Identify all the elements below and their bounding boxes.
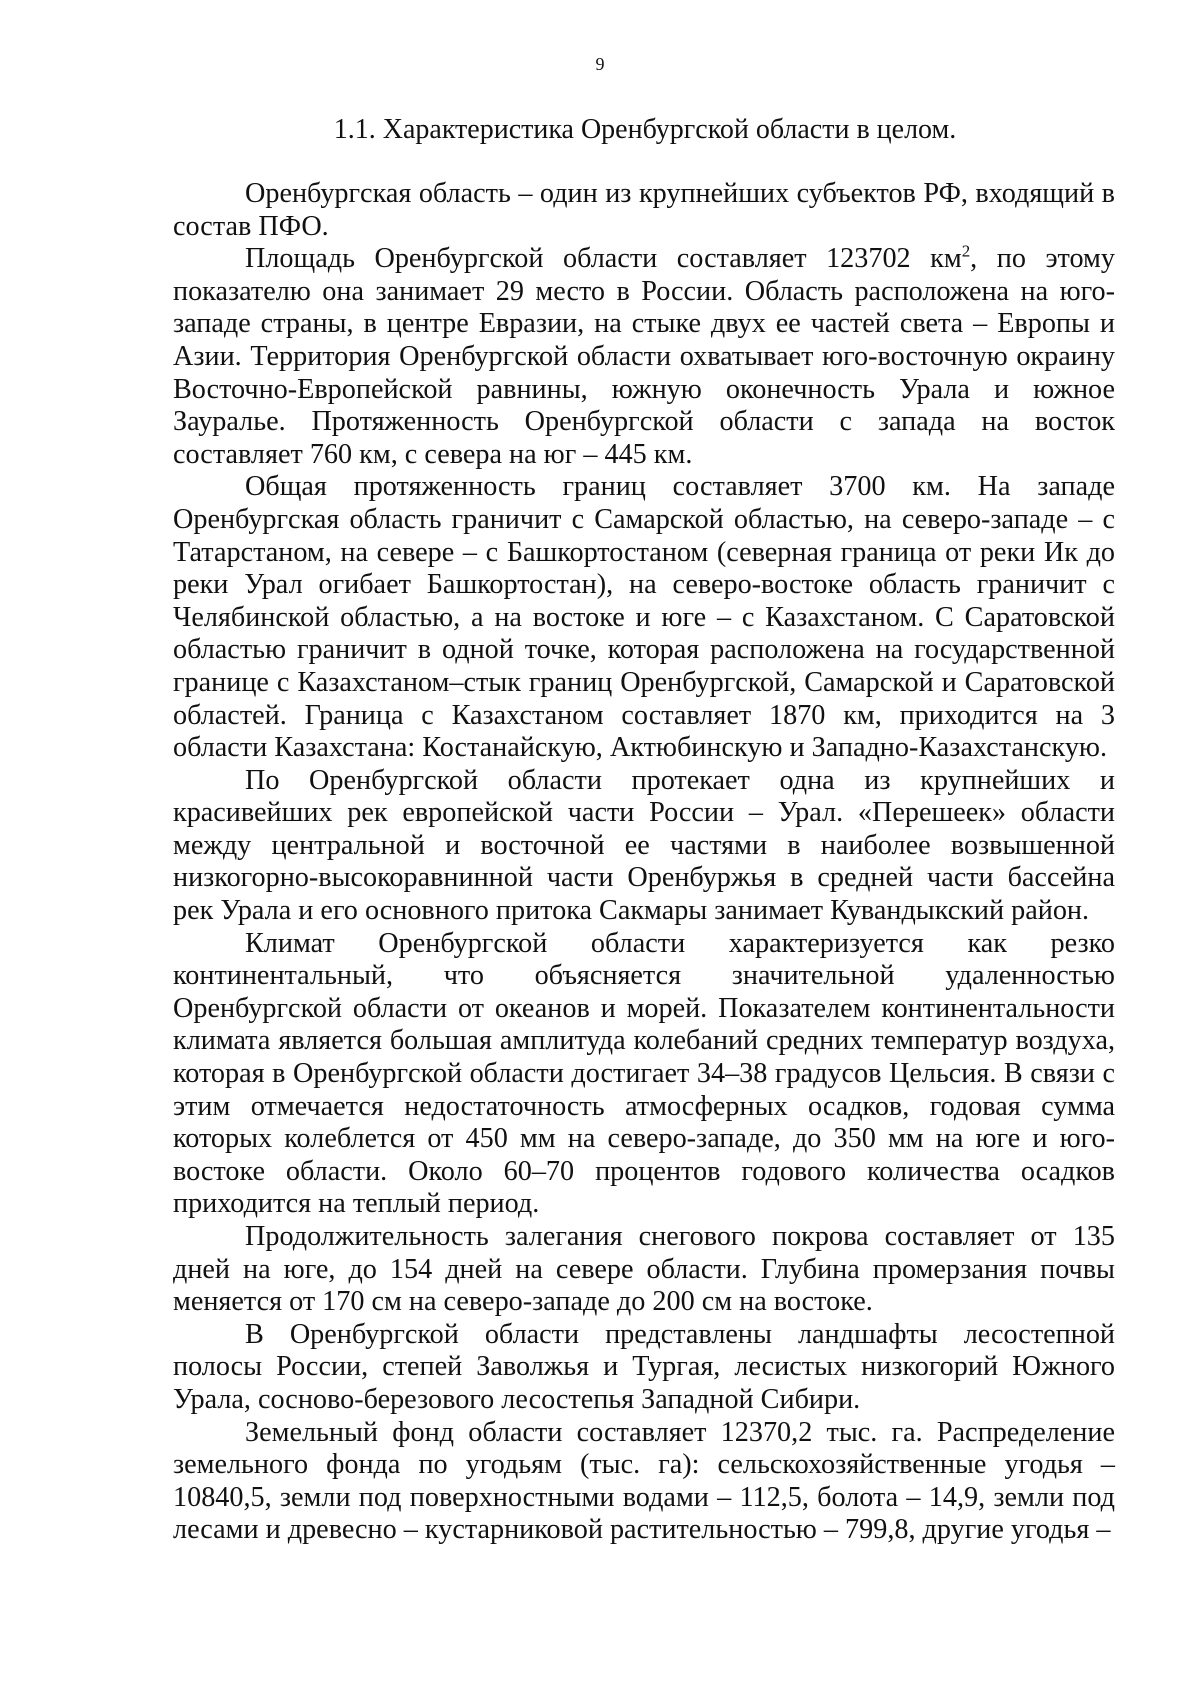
page-number: 9 [595, 54, 605, 74]
body-text [173, 178, 1115, 1547]
paragraph-area [173, 243, 1115, 471]
paragraph-area-text-end: , по этому показателю она занимает 29 место в России. Область расположена на юго-западе страны, в центре Евразии, на стыке двух ее частей света – Европы и Азии. Территория Оренбургской области охватывает юго-восточную окраину Восточно-Европейской равнины, южную оконечность Урала и южное Зауралье. Протяженность Оренбургской области с запада на восток составляет 760 км, с севера на юг – 445 км. [173, 243, 1115, 470]
paragraph-landscapes: В Оренбургской области представлены ландшафты лесостепной полосы России, степей Заволжья и Тургая, лесистых низкогорий Южного Урала, сосново-березового лесостепья Западной Сибири. [173, 1318, 1115, 1415]
paragraph-borders: Общая протяженность границ составляет 3700 км. На западе Оренбургская область граничит с Самарской областью, на северо-западе – с Татарстаном, на севере – с Башкортостаном (северная граница от реки Ик до реки Урал огибает Башкортостан), на северо-востоке область граничит с Челябинской областью, а на востоке и юге – с Казахстаном. С Саратовской областью граничит в одной точке, которая расположена на государственной границе с Казахстаном–стык границ Оренбургской, Самарской и Саратовской областей. Граница с Казахстаном составляет 1870 км, приходится на 3 области Казахстана: Костанайскую, Актюбинскую и Западно-Казахстанскую. [173, 471, 1115, 764]
paragraph-land-fund: Земельный фонд области составляет 12370,2 тыс. га. Распределение земельного фонда по угодьям (тыс. га): сельскохозяйственные угодья – 10840,5, земли под поверхностными водами – 112,5, болота – 14,9, земли под лесами и древесно – кустарниковой растительностью – 799,8, другие угодья – [173, 1416, 1115, 1546]
superscript-squared: 2 [961, 241, 971, 261]
paragraph-area-text-start: Площадь Оренбургской области составляет 123702 км [245, 243, 962, 275]
paragraph-climate: Климат Оренбургской области характеризуется как резко континентальный, что объясняется значительной удаленностью Оренбургской области от океанов и морей. Показателем континентальности климата является большая амплитуда колебаний средних температур воздуха, которая в Оренбургской области достигает 34–38 градусов Цельсия. В связи с этим отмечается недостаточность атмосферных осадков, годовая сумма которых колеблется от 450 мм на северо-западе, до 350 мм на юге и юго-востоке области. Около 60–70 процентов годового количества осадков приходится на теплый период. [173, 927, 1115, 1220]
paragraph-ural-river: По Оренбургской области протекает одна из крупнейших и красивейших рек европейской части России – Урал. «Перешеек» области между центральной и восточной ее частями в наиболее возвышенной низкогорно-высокоравнинной части Оренбуржья в средней части бассейна рек Урала и его основного притока Сакмары занимает Кувандыкский район. [173, 764, 1115, 927]
paragraph-intro: Оренбургская область – один из крупнейших субъектов РФ, входящий в состав ПФО. [173, 178, 1115, 242]
paragraph-snow-cover: Продолжительность залегания снегового покрова составляет от 135 дней на юге, до 154 дней на севере области. Глубина промерзания почвы меняется от 170 см на северо-западе до 200 см на востоке. [173, 1221, 1115, 1318]
section-title: 1.1. Характеристика Оренбургской области в целом. [333, 114, 957, 145]
